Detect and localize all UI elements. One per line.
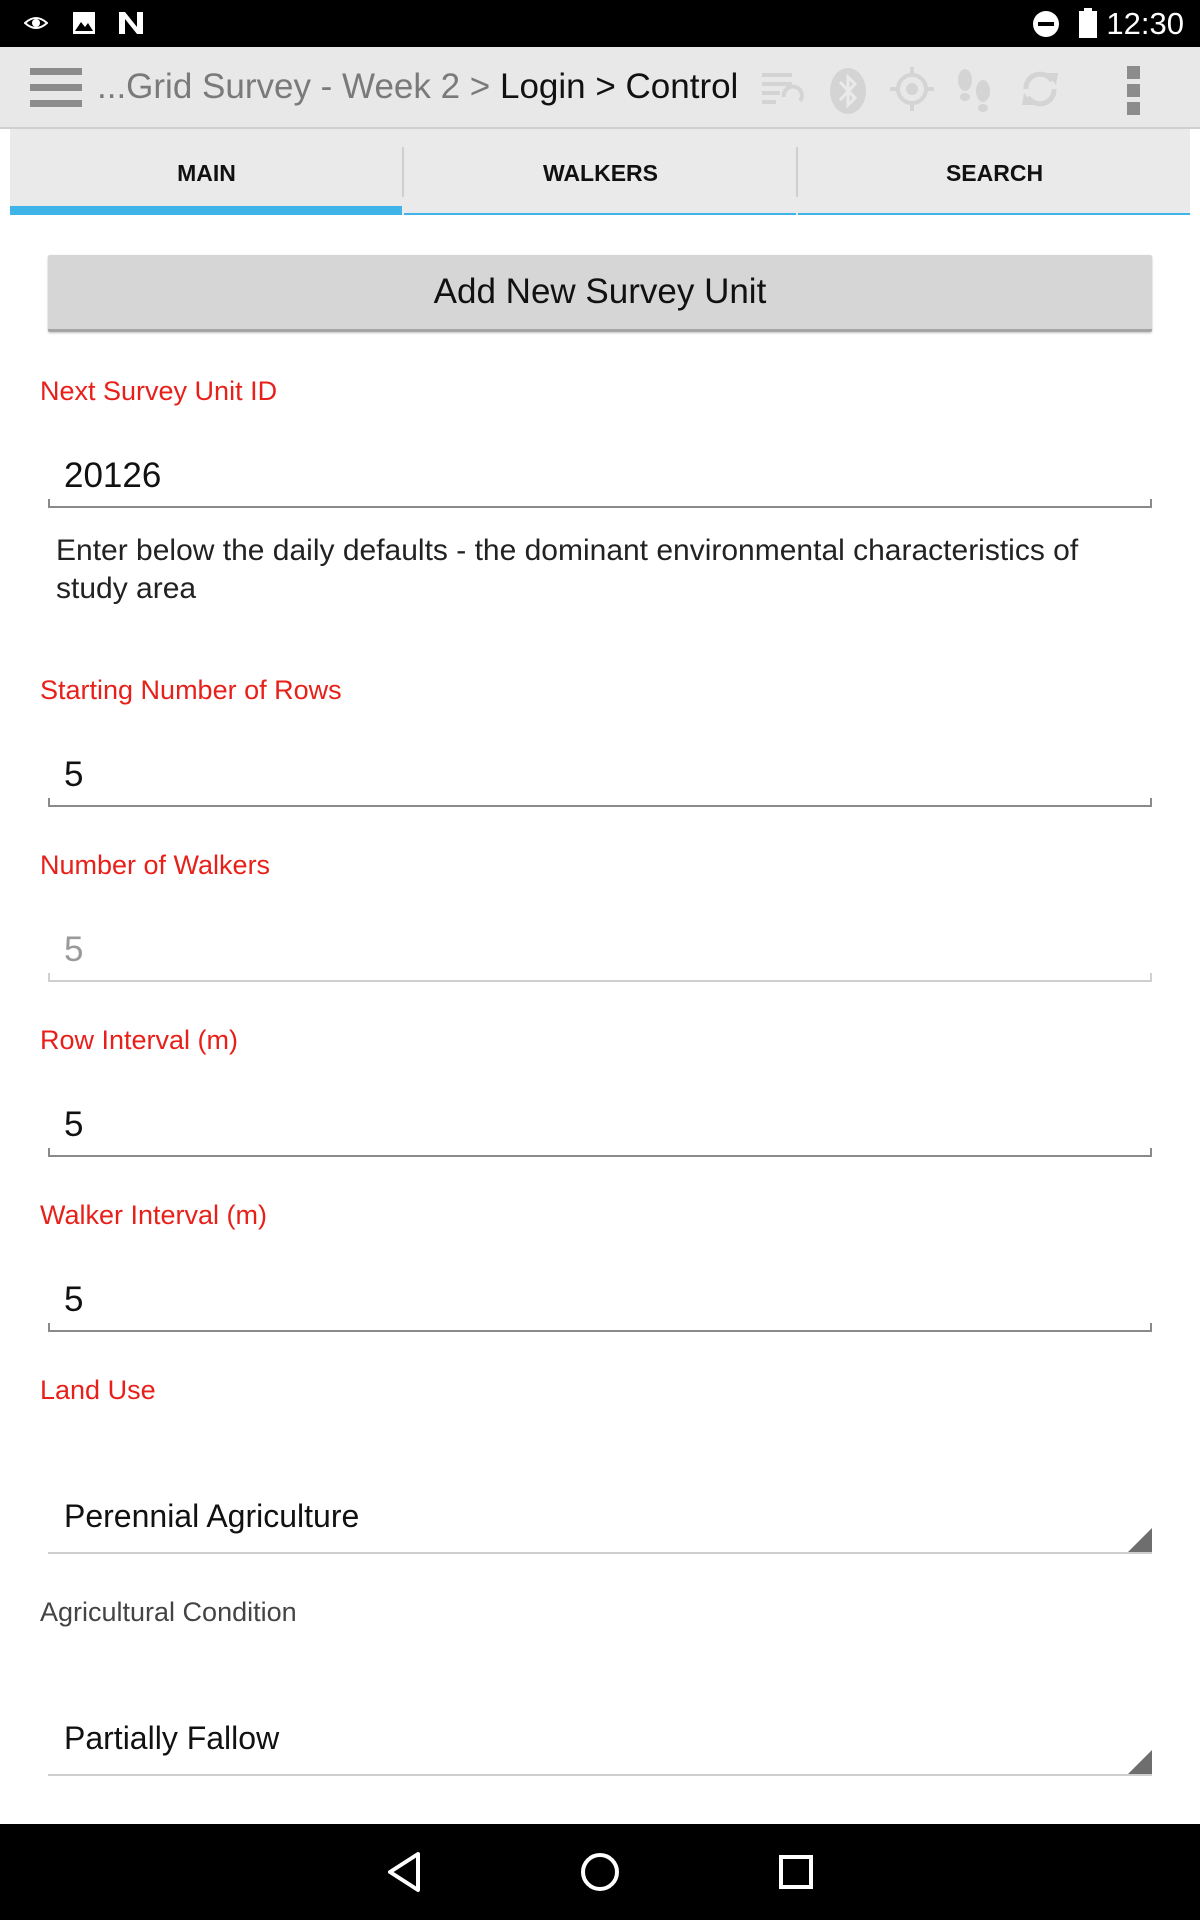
tab-search-indicator: [798, 213, 1190, 215]
image-icon: [72, 11, 96, 35]
number-of-walkers-label: Number of Walkers: [40, 850, 271, 880]
daily-defaults-info: Enter below the daily defaults - the dominant environmental characteristics of study area: [56, 534, 1079, 605]
land-use-select[interactable]: [48, 1474, 1152, 1554]
add-new-survey-unit-button[interactable]: Add New Survey Unit: [48, 255, 1152, 332]
menu-icon[interactable]: [30, 68, 82, 108]
overflow-menu-icon[interactable]: [1127, 66, 1141, 116]
next-survey-unit-id-label: Next Survey Unit ID: [40, 376, 278, 406]
home-icon[interactable]: [580, 1852, 620, 1892]
next-survey-unit-id-value: 20126: [64, 456, 162, 495]
breadcrumb-previous[interactable]: ...Grid Survey - Week 2 >: [97, 67, 491, 106]
tab-bar: [10, 129, 1190, 215]
recents-icon[interactable]: [778, 1854, 814, 1890]
tab-main[interactable]: MAIN: [177, 160, 236, 186]
row-interval-label: Row Interval (m): [40, 1025, 239, 1055]
dropdown-arrow-icon: [1128, 1528, 1152, 1552]
bluetooth-icon[interactable]: [826, 67, 870, 115]
n-logo-icon: [118, 11, 144, 35]
clock: 12:30: [1106, 6, 1184, 41]
back-icon[interactable]: [384, 1850, 424, 1894]
navigation-bar: [0, 1824, 1200, 1920]
dropdown-arrow-icon: [1128, 1750, 1152, 1774]
walker-interval-label: Walker Interval (m): [40, 1200, 268, 1230]
gps-target-icon[interactable]: [890, 67, 934, 111]
footsteps-icon[interactable]: [954, 67, 994, 115]
agricultural-condition-value: Partially Fallow: [64, 1720, 280, 1756]
tab-search[interactable]: SEARCH: [945, 160, 1044, 186]
next-survey-unit-id-input[interactable]: [48, 456, 1152, 508]
agricultural-condition-select[interactable]: [48, 1696, 1152, 1776]
starting-rows-label: Starting Number of Rows: [40, 675, 342, 705]
breadcrumb: [97, 67, 738, 107]
tab-walkers[interactable]: WALKERS: [543, 160, 658, 186]
action-bar: [0, 47, 1200, 129]
tab-main-indicator: [10, 206, 402, 215]
status-bar: [0, 0, 1200, 47]
walker-interval-input[interactable]: [48, 1280, 1152, 1332]
refresh-icon[interactable]: [1018, 67, 1062, 111]
walker-interval-value: 5: [64, 1280, 84, 1319]
sync-list-icon[interactable]: [760, 67, 806, 111]
tab-walkers-indicator: [404, 213, 796, 215]
number-of-walkers-input: [48, 930, 1152, 982]
land-use-value: Perennial Agriculture: [64, 1498, 360, 1534]
starting-rows-value: 5: [64, 755, 84, 794]
row-interval-input[interactable]: [48, 1105, 1152, 1157]
eye-icon: [24, 14, 48, 32]
agricultural-condition-label: Agricultural Condition: [40, 1597, 297, 1627]
land-use-label: Land Use: [40, 1375, 156, 1405]
breadcrumb-current: Login > Control: [499, 67, 739, 106]
do-not-disturb-icon: [1032, 10, 1060, 38]
row-interval-value: 5: [64, 1105, 84, 1144]
starting-rows-input[interactable]: [48, 755, 1152, 807]
number-of-walkers-value: 5: [64, 930, 84, 969]
battery-icon: [1078, 8, 1098, 38]
